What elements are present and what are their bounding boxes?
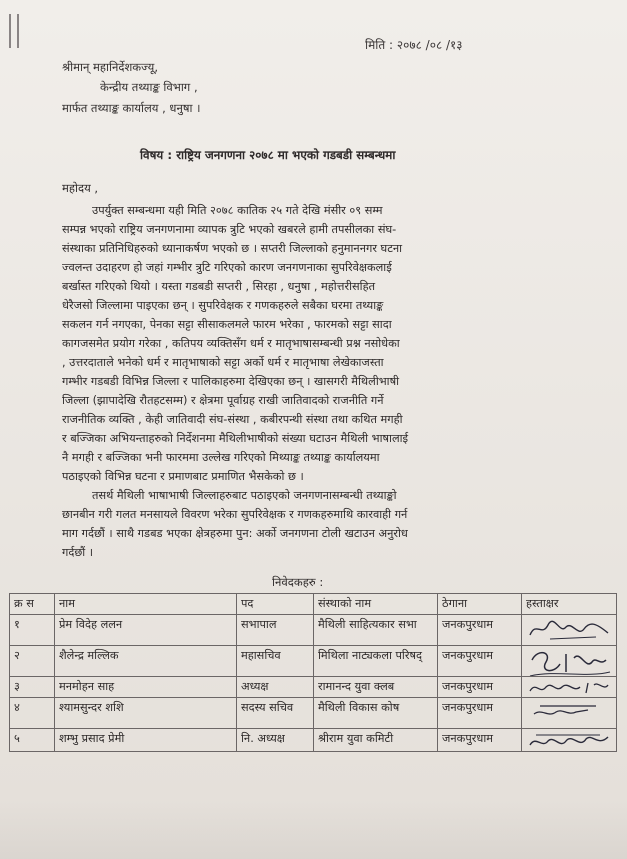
cell-sn: ४: [10, 698, 55, 729]
cell-sn: ५: [10, 729, 55, 752]
body-line: बर्खास्त गरिएको थियो । यस्ता गडबडी सप्तरी , सिरहा , धनुषा , महोत्तरीसहित: [62, 280, 376, 293]
table-row: [10, 729, 617, 752]
body-line: सकलन गर्न नगएका, पेनका सट्टा सीसाकलमले फारम भरेका , फारमको सट्टा सादा: [62, 318, 392, 331]
header-post: पद: [237, 594, 314, 615]
cell-org: श्रीराम युवा कमिटी: [314, 729, 438, 752]
signature-2: [526, 648, 612, 677]
cell-address: जनकपुरधाम: [438, 729, 522, 752]
body-line: कागजसमेत प्रयोग गरेका , कतिपय व्यक्तिसँग धर्म र मातृभाषासम्बन्धी प्रश्न नसोधेका: [62, 337, 400, 350]
table-header-row: [10, 594, 617, 615]
cell-name: प्रेम विदेह ललन: [55, 615, 237, 646]
signature-5: [526, 731, 612, 752]
cell-org: मिथिला नाट्यकला परिषद्: [314, 646, 438, 677]
header-address: ठेगाना: [438, 594, 522, 615]
body-line: संस्थाका प्रतिनिधिहरुको ध्यानाकर्षण भएको छ । सप्तरी जिल्लाको हनुमाननगर घटना: [62, 242, 403, 255]
signature-3: [526, 679, 612, 697]
cell-sn: १: [10, 615, 55, 646]
cell-signature: [522, 646, 617, 677]
body-line: ज्वलन्त उदाहरण हो जहां गम्भीर त्रुटि गरिएको कारण जनगणनाका सुपरिवेक्षकलाई: [62, 261, 392, 274]
body-line: गम्भीर गडबडी विभिन्न जिल्ला र पालिकाहरुमा देखिएका छन् । खासगरी मैथिलीभाषी: [62, 375, 400, 388]
cell-post: सदस्य सचिव: [237, 698, 314, 729]
body-line: नै मगही र बज्जिका भनी फारममा उल्लेख गरिएको मिथ्याङ्क तथ्याङ्क कार्यालयमा: [62, 451, 380, 464]
letter-body: [62, 201, 570, 562]
table-row: [10, 615, 617, 646]
header-signature: हस्ताक्षर: [522, 594, 617, 615]
cell-address: जनकपुरधाम: [438, 615, 522, 646]
body-line: छानबीन गरी गलत मनसायले विवरण भरेका सुपरिवेक्षक र गणकहरुमाथि कारवाही गर्न: [62, 508, 408, 521]
cell-org: मैथिली साहित्यकार सभा: [314, 615, 438, 646]
salutation: महोदय ,: [62, 181, 99, 195]
cell-post: महासचिव: [237, 646, 314, 677]
signature-1: [526, 617, 612, 643]
letter-date: मिति : २०७८ /०८ /१३: [365, 38, 463, 52]
petitioners-title: निवेदकहरु :: [272, 575, 324, 589]
cell-post: अध्यक्ष: [237, 677, 314, 698]
cell-address: जनकपुरधाम: [438, 646, 522, 677]
body-line: जिल्ला (झापादेखि रौतहटसम्म) र क्षेत्रमा पूर्वाग्रह राखी जातिवादको राजनीति गर्ने: [62, 394, 384, 407]
signature-4: [526, 700, 612, 726]
body-line: तसर्थ मैथिली भाषाभाषी जिल्लाहरुबाट पठाइएको जनगणनासम्बन्धी तथ्याङ्को: [92, 489, 397, 502]
cell-signature: [522, 615, 617, 646]
cell-name: श्यामसुन्दर शशि: [55, 698, 237, 729]
body-line: , उत्तरदाताले भनेको धर्म र मातृभाषाको सट्टा अर्को धर्म र मातृभाषा लेखेकाजस्ता: [62, 356, 384, 369]
margin-mark: [9, 14, 19, 48]
table-row: [10, 646, 617, 677]
cell-post: नि. अध्यक्ष: [237, 729, 314, 752]
letter-subject: विषय : राष्ट्रिय जनगणना २०७८ मा भएको गडबडी सम्बन्धमा: [140, 148, 396, 162]
cell-signature: [522, 698, 617, 729]
table-row: [10, 677, 617, 698]
body-line: माग गर्दछौं । साथै गडबड भएका क्षेत्रहरुमा पुन: अर्को जनगणना टोली खटाउन अनुरोध: [62, 527, 408, 540]
cell-signature: [522, 677, 617, 698]
header-name: नाम: [55, 594, 237, 615]
addressee-line-2: केन्द्रीय तथ्याङ्क विभाग ,: [100, 80, 198, 94]
cell-name: शैलेन्द्र मल्लिक: [55, 646, 237, 677]
cell-signature: [522, 729, 617, 752]
body-line: पठाइएको विभिन्न घटना र प्रमाणबाट प्रमाणित भैसकेको छ ।: [62, 470, 304, 483]
addressee-line-3: मार्फत तथ्याङ्क कार्यालय , धनुषा ।: [62, 101, 201, 115]
cell-org: मैथिली विकास कोष: [314, 698, 438, 729]
cell-name: मनमोहन साह: [55, 677, 237, 698]
cell-name: शम्भु प्रसाद प्रेमी: [55, 729, 237, 752]
cell-address: जनकपुरधाम: [438, 677, 522, 698]
addressee-line-1: श्रीमान् महानिर्देशकज्यू,: [62, 60, 158, 74]
table-row: [10, 698, 617, 729]
body-line: उपर्युक्त सम्बन्धमा यही मिति २०७८ कातिक २५ गते देखि मंसीर ०९ सम्म: [92, 204, 383, 217]
header-org: संस्थाको नाम: [314, 594, 438, 615]
body-line: राजनीतिक व्यक्ति , केही जातिवादी संघ-संस्था , कबीरपन्थी संस्था तथा कथित मगही: [62, 413, 403, 426]
body-line: सम्पन्न भएको राष्ट्रिय जनगणनामा व्यापक त्रुटि भएको खबरले हामी तपसीलका संघ-: [62, 223, 397, 236]
cell-org: रामानन्द युवा क्लब: [314, 677, 438, 698]
cell-address: जनकपुरधाम: [438, 698, 522, 729]
cell-sn: ३: [10, 677, 55, 698]
page-shadow: [0, 800, 627, 859]
body-line: गर्दछौं ।: [62, 546, 94, 559]
header-sn: क्र स: [10, 594, 55, 615]
body-line: धेरैजसो जिल्लामा पाइएका छन् । सुपरिवेक्षक र गणकहरुले सबैका घरमा तथ्याङ्क: [62, 299, 384, 312]
body-line: र बज्जिका अभियन्ताहरुको निर्देशनमा मैथिलीभाषीको संख्या घटाउन मैथिली भाषालाई: [62, 432, 409, 445]
petitioners-table: [9, 593, 617, 752]
cell-post: सभापाल: [237, 615, 314, 646]
cell-sn: २: [10, 646, 55, 677]
